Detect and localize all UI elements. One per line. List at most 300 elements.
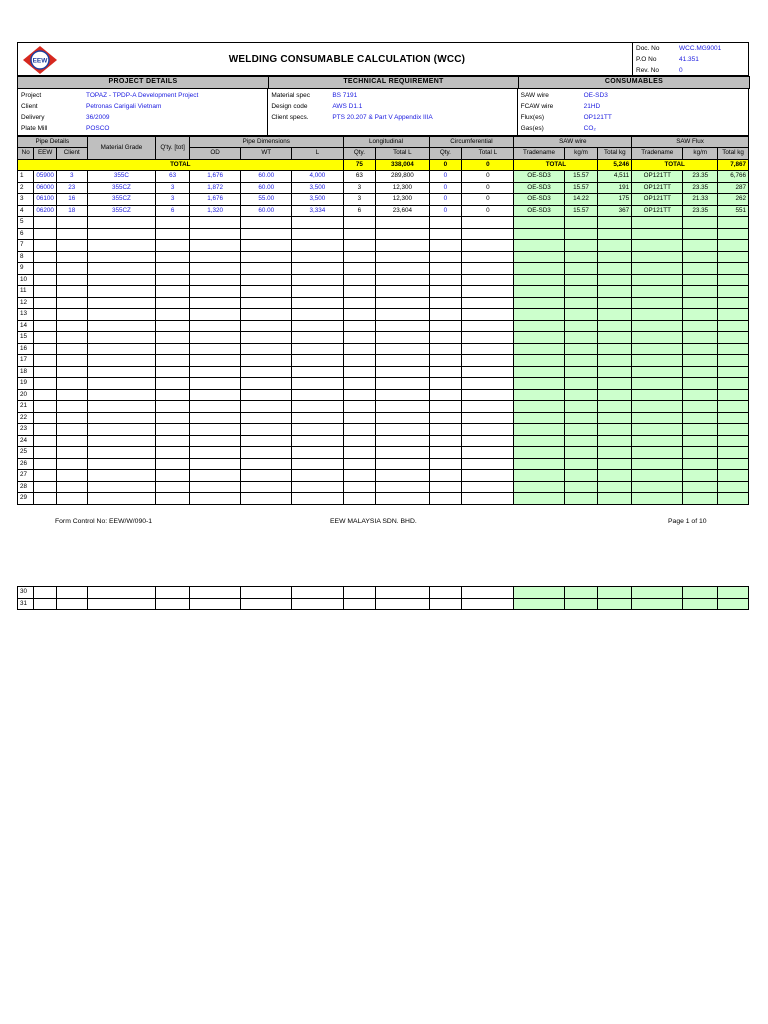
wall-thickness[interactable]: 60.00 (241, 205, 292, 217)
empty-cell[interactable] (189, 297, 240, 309)
empty-cell[interactable] (376, 274, 429, 286)
empty-cell[interactable] (462, 320, 514, 332)
empty-cell[interactable] (462, 458, 514, 470)
empty-cell[interactable] (292, 320, 343, 332)
empty-cell[interactable] (241, 274, 292, 286)
empty-cell[interactable] (156, 493, 190, 505)
empty-cell[interactable] (718, 343, 749, 355)
empty-cell[interactable] (718, 378, 749, 390)
empty-cell[interactable] (156, 251, 190, 263)
empty-cell[interactable] (632, 435, 683, 447)
empty-cell[interactable] (241, 389, 292, 401)
empty-cell[interactable] (683, 401, 718, 413)
empty-cell[interactable] (598, 598, 632, 610)
empty-cell[interactable] (343, 481, 376, 493)
empty-cell[interactable] (34, 332, 57, 344)
empty-cell[interactable] (87, 378, 156, 390)
empty-cell[interactable] (189, 587, 240, 599)
empty-cell[interactable] (56, 251, 87, 263)
empty-cell[interactable] (241, 240, 292, 252)
client-no[interactable]: 23 (56, 182, 87, 194)
empty-cell[interactable] (56, 263, 87, 275)
empty-cell[interactable] (718, 587, 749, 599)
empty-cell[interactable] (241, 320, 292, 332)
empty-cell[interactable] (598, 320, 632, 332)
empty-cell[interactable] (343, 355, 376, 367)
empty-cell[interactable] (632, 251, 683, 263)
empty-cell[interactable] (34, 343, 57, 355)
empty-cell[interactable] (564, 424, 598, 436)
empty-cell[interactable] (56, 447, 87, 459)
outer-diameter[interactable]: 1,320 (189, 205, 240, 217)
empty-cell[interactable] (514, 598, 564, 610)
empty-cell[interactable] (564, 493, 598, 505)
empty-cell[interactable] (598, 228, 632, 240)
empty-cell[interactable] (632, 217, 683, 229)
empty-cell[interactable] (292, 274, 343, 286)
empty-cell[interactable] (34, 587, 57, 599)
empty-cell[interactable] (514, 297, 564, 309)
empty-cell[interactable] (87, 343, 156, 355)
empty-cell[interactable] (156, 240, 190, 252)
empty-cell[interactable] (429, 412, 462, 424)
empty-cell[interactable] (241, 493, 292, 505)
empty-cell[interactable] (462, 343, 514, 355)
empty-cell[interactable] (56, 228, 87, 240)
empty-cell[interactable] (156, 401, 190, 413)
empty-cell[interactable] (564, 228, 598, 240)
eew-no[interactable]: 06000 (34, 182, 57, 194)
empty-cell[interactable] (718, 389, 749, 401)
empty-cell[interactable] (514, 217, 564, 229)
empty-cell[interactable] (462, 332, 514, 344)
empty-cell[interactable] (598, 401, 632, 413)
empty-cell[interactable] (87, 447, 156, 459)
empty-cell[interactable] (156, 320, 190, 332)
empty-cell[interactable] (564, 263, 598, 275)
empty-cell[interactable] (189, 470, 240, 482)
empty-cell[interactable] (514, 493, 564, 505)
empty-cell[interactable] (564, 297, 598, 309)
empty-cell[interactable] (429, 251, 462, 263)
empty-cell[interactable] (683, 458, 718, 470)
empty-cell[interactable] (683, 470, 718, 482)
circ-qty[interactable]: 0 (429, 205, 462, 217)
empty-cell[interactable] (632, 378, 683, 390)
empty-cell[interactable] (189, 240, 240, 252)
circ-qty[interactable]: 0 (429, 171, 462, 183)
empty-cell[interactable] (718, 251, 749, 263)
empty-cell[interactable] (429, 297, 462, 309)
empty-cell[interactable] (87, 470, 156, 482)
empty-cell[interactable] (632, 424, 683, 436)
empty-cell[interactable] (564, 378, 598, 390)
empty-cell[interactable] (292, 401, 343, 413)
empty-cell[interactable] (34, 435, 57, 447)
empty-cell[interactable] (241, 332, 292, 344)
empty-cell[interactable] (156, 389, 190, 401)
empty-cell[interactable] (87, 286, 156, 298)
empty-cell[interactable] (429, 228, 462, 240)
empty-cell[interactable] (189, 435, 240, 447)
empty-cell[interactable] (462, 493, 514, 505)
empty-cell[interactable] (241, 263, 292, 275)
empty-cell[interactable] (189, 332, 240, 344)
empty-cell[interactable] (683, 217, 718, 229)
outer-diameter[interactable]: 1,872 (189, 182, 240, 194)
empty-cell[interactable] (87, 401, 156, 413)
empty-cell[interactable] (632, 355, 683, 367)
empty-cell[interactable] (632, 447, 683, 459)
empty-cell[interactable] (292, 481, 343, 493)
empty-cell[interactable] (429, 389, 462, 401)
empty-cell[interactable] (514, 343, 564, 355)
empty-cell[interactable] (564, 435, 598, 447)
empty-cell[interactable] (514, 378, 564, 390)
eew-no[interactable]: 06200 (34, 205, 57, 217)
empty-cell[interactable] (429, 587, 462, 599)
empty-cell[interactable] (718, 240, 749, 252)
empty-cell[interactable] (718, 297, 749, 309)
empty-cell[interactable] (718, 481, 749, 493)
empty-cell[interactable] (429, 493, 462, 505)
empty-cell[interactable] (514, 435, 564, 447)
empty-cell[interactable] (87, 389, 156, 401)
empty-cell[interactable] (683, 286, 718, 298)
empty-cell[interactable] (56, 240, 87, 252)
empty-cell[interactable] (429, 320, 462, 332)
empty-cell[interactable] (241, 228, 292, 240)
empty-cell[interactable] (343, 458, 376, 470)
empty-cell[interactable] (598, 263, 632, 275)
empty-cell[interactable] (564, 251, 598, 263)
empty-cell[interactable] (683, 366, 718, 378)
empty-cell[interactable] (343, 228, 376, 240)
empty-cell[interactable] (718, 435, 749, 447)
empty-cell[interactable] (564, 343, 598, 355)
empty-cell[interactable] (87, 320, 156, 332)
empty-cell[interactable] (56, 217, 87, 229)
empty-cell[interactable] (156, 587, 190, 599)
empty-cell[interactable] (429, 240, 462, 252)
empty-cell[interactable] (683, 481, 718, 493)
empty-cell[interactable] (718, 263, 749, 275)
empty-cell[interactable] (292, 228, 343, 240)
empty-cell[interactable] (156, 355, 190, 367)
circ-qty[interactable]: 0 (429, 194, 462, 206)
eew-no[interactable]: 06100 (34, 194, 57, 206)
empty-cell[interactable] (632, 263, 683, 275)
empty-cell[interactable] (514, 309, 564, 321)
empty-cell[interactable] (241, 435, 292, 447)
empty-cell[interactable] (34, 470, 57, 482)
empty-cell[interactable] (156, 598, 190, 610)
empty-cell[interactable] (462, 240, 514, 252)
empty-cell[interactable] (87, 297, 156, 309)
empty-cell[interactable] (598, 447, 632, 459)
empty-cell[interactable] (343, 320, 376, 332)
empty-cell[interactable] (34, 389, 57, 401)
empty-cell[interactable] (376, 366, 429, 378)
empty-cell[interactable] (156, 447, 190, 459)
empty-cell[interactable] (564, 309, 598, 321)
empty-cell[interactable] (189, 355, 240, 367)
empty-cell[interactable] (292, 309, 343, 321)
empty-cell[interactable] (189, 263, 240, 275)
empty-cell[interactable] (564, 587, 598, 599)
empty-cell[interactable] (564, 458, 598, 470)
empty-cell[interactable] (34, 458, 57, 470)
empty-cell[interactable] (241, 424, 292, 436)
empty-cell[interactable] (292, 378, 343, 390)
empty-cell[interactable] (514, 228, 564, 240)
empty-cell[interactable] (598, 332, 632, 344)
empty-cell[interactable] (429, 309, 462, 321)
empty-cell[interactable] (292, 587, 343, 599)
empty-cell[interactable] (376, 297, 429, 309)
empty-cell[interactable] (56, 297, 87, 309)
empty-cell[interactable] (632, 458, 683, 470)
empty-cell[interactable] (683, 355, 718, 367)
empty-cell[interactable] (343, 240, 376, 252)
empty-cell[interactable] (241, 309, 292, 321)
empty-cell[interactable] (376, 493, 429, 505)
empty-cell[interactable] (292, 251, 343, 263)
empty-cell[interactable] (462, 481, 514, 493)
empty-cell[interactable] (632, 297, 683, 309)
empty-cell[interactable] (718, 309, 749, 321)
material-grade[interactable]: 355CZ (87, 205, 156, 217)
empty-cell[interactable] (189, 366, 240, 378)
empty-cell[interactable] (34, 493, 57, 505)
empty-cell[interactable] (56, 332, 87, 344)
empty-cell[interactable] (718, 320, 749, 332)
empty-cell[interactable] (56, 458, 87, 470)
empty-cell[interactable] (343, 412, 376, 424)
empty-cell[interactable] (34, 401, 57, 413)
empty-cell[interactable] (462, 366, 514, 378)
empty-cell[interactable] (376, 424, 429, 436)
empty-cell[interactable] (241, 251, 292, 263)
empty-cell[interactable] (564, 412, 598, 424)
empty-cell[interactable] (189, 228, 240, 240)
empty-cell[interactable] (56, 587, 87, 599)
empty-cell[interactable] (343, 389, 376, 401)
empty-cell[interactable] (376, 228, 429, 240)
empty-cell[interactable] (462, 297, 514, 309)
empty-cell[interactable] (718, 458, 749, 470)
empty-cell[interactable] (462, 447, 514, 459)
empty-cell[interactable] (343, 598, 376, 610)
client-no[interactable]: 16 (56, 194, 87, 206)
empty-cell[interactable] (598, 493, 632, 505)
empty-cell[interactable] (718, 228, 749, 240)
empty-cell[interactable] (598, 378, 632, 390)
empty-cell[interactable] (429, 286, 462, 298)
empty-cell[interactable] (598, 587, 632, 599)
empty-cell[interactable] (189, 320, 240, 332)
empty-cell[interactable] (683, 598, 718, 610)
empty-cell[interactable] (343, 587, 376, 599)
empty-cell[interactable] (156, 378, 190, 390)
empty-cell[interactable] (632, 412, 683, 424)
empty-cell[interactable] (56, 598, 87, 610)
empty-cell[interactable] (376, 401, 429, 413)
empty-cell[interactable] (514, 458, 564, 470)
empty-cell[interactable] (343, 343, 376, 355)
empty-cell[interactable] (156, 424, 190, 436)
quantity[interactable]: 63 (156, 171, 190, 183)
empty-cell[interactable] (376, 240, 429, 252)
empty-cell[interactable] (56, 309, 87, 321)
empty-cell[interactable] (56, 470, 87, 482)
empty-cell[interactable] (343, 435, 376, 447)
empty-cell[interactable] (56, 424, 87, 436)
empty-cell[interactable] (87, 435, 156, 447)
empty-cell[interactable] (34, 297, 57, 309)
empty-cell[interactable] (598, 343, 632, 355)
empty-cell[interactable] (343, 378, 376, 390)
empty-cell[interactable] (683, 389, 718, 401)
empty-cell[interactable] (343, 366, 376, 378)
empty-cell[interactable] (292, 217, 343, 229)
empty-cell[interactable] (156, 332, 190, 344)
empty-cell[interactable] (189, 447, 240, 459)
empty-cell[interactable] (598, 389, 632, 401)
empty-cell[interactable] (429, 598, 462, 610)
empty-cell[interactable] (632, 228, 683, 240)
empty-cell[interactable] (87, 412, 156, 424)
empty-cell[interactable] (514, 447, 564, 459)
empty-cell[interactable] (34, 424, 57, 436)
empty-cell[interactable] (462, 435, 514, 447)
empty-cell[interactable] (564, 598, 598, 610)
client-no[interactable]: 18 (56, 205, 87, 217)
empty-cell[interactable] (598, 458, 632, 470)
empty-cell[interactable] (598, 297, 632, 309)
empty-cell[interactable] (632, 366, 683, 378)
empty-cell[interactable] (632, 309, 683, 321)
empty-cell[interactable] (241, 481, 292, 493)
empty-cell[interactable] (241, 286, 292, 298)
empty-cell[interactable] (156, 366, 190, 378)
empty-cell[interactable] (292, 355, 343, 367)
empty-cell[interactable] (292, 458, 343, 470)
empty-cell[interactable] (156, 412, 190, 424)
empty-cell[interactable] (376, 470, 429, 482)
empty-cell[interactable] (343, 286, 376, 298)
empty-cell[interactable] (598, 240, 632, 252)
empty-cell[interactable] (343, 263, 376, 275)
empty-cell[interactable] (376, 587, 429, 599)
empty-cell[interactable] (34, 355, 57, 367)
empty-cell[interactable] (683, 263, 718, 275)
empty-cell[interactable] (632, 481, 683, 493)
empty-cell[interactable] (598, 470, 632, 482)
empty-cell[interactable] (87, 366, 156, 378)
empty-cell[interactable] (343, 493, 376, 505)
empty-cell[interactable] (683, 447, 718, 459)
circ-qty[interactable]: 0 (429, 182, 462, 194)
material-grade[interactable]: 355C (87, 171, 156, 183)
empty-cell[interactable] (683, 251, 718, 263)
empty-cell[interactable] (376, 389, 429, 401)
empty-cell[interactable] (292, 263, 343, 275)
empty-cell[interactable] (343, 401, 376, 413)
empty-cell[interactable] (34, 378, 57, 390)
empty-cell[interactable] (292, 389, 343, 401)
empty-cell[interactable] (462, 217, 514, 229)
empty-cell[interactable] (683, 424, 718, 436)
empty-cell[interactable] (598, 217, 632, 229)
empty-cell[interactable] (376, 481, 429, 493)
empty-cell[interactable] (429, 343, 462, 355)
empty-cell[interactable] (429, 355, 462, 367)
empty-cell[interactable] (56, 378, 87, 390)
eew-no[interactable]: 05900 (34, 171, 57, 183)
empty-cell[interactable] (241, 598, 292, 610)
empty-cell[interactable] (87, 493, 156, 505)
empty-cell[interactable] (462, 401, 514, 413)
empty-cell[interactable] (189, 481, 240, 493)
length[interactable]: 3,500 (292, 182, 343, 194)
empty-cell[interactable] (34, 598, 57, 610)
empty-cell[interactable] (189, 251, 240, 263)
empty-cell[interactable] (376, 217, 429, 229)
empty-cell[interactable] (632, 320, 683, 332)
empty-cell[interactable] (343, 447, 376, 459)
empty-cell[interactable] (564, 240, 598, 252)
empty-cell[interactable] (564, 332, 598, 344)
empty-cell[interactable] (87, 263, 156, 275)
empty-cell[interactable] (241, 470, 292, 482)
empty-cell[interactable] (56, 401, 87, 413)
empty-cell[interactable] (462, 228, 514, 240)
material-grade[interactable]: 355CZ (87, 194, 156, 206)
empty-cell[interactable] (292, 470, 343, 482)
empty-cell[interactable] (598, 251, 632, 263)
empty-cell[interactable] (292, 412, 343, 424)
empty-cell[interactable] (462, 470, 514, 482)
empty-cell[interactable] (683, 412, 718, 424)
empty-cell[interactable] (87, 598, 156, 610)
empty-cell[interactable] (56, 435, 87, 447)
empty-cell[interactable] (87, 240, 156, 252)
empty-cell[interactable] (56, 366, 87, 378)
outer-diameter[interactable]: 1,676 (189, 171, 240, 183)
empty-cell[interactable] (189, 217, 240, 229)
empty-cell[interactable] (376, 355, 429, 367)
empty-cell[interactable] (156, 458, 190, 470)
empty-cell[interactable] (189, 493, 240, 505)
empty-cell[interactable] (241, 447, 292, 459)
empty-cell[interactable] (292, 240, 343, 252)
empty-cell[interactable] (462, 251, 514, 263)
empty-cell[interactable] (343, 332, 376, 344)
empty-cell[interactable] (34, 217, 57, 229)
empty-cell[interactable] (514, 286, 564, 298)
empty-cell[interactable] (564, 286, 598, 298)
empty-cell[interactable] (462, 587, 514, 599)
empty-cell[interactable] (683, 320, 718, 332)
empty-cell[interactable] (564, 217, 598, 229)
empty-cell[interactable] (376, 343, 429, 355)
empty-cell[interactable] (156, 228, 190, 240)
empty-cell[interactable] (429, 435, 462, 447)
empty-cell[interactable] (87, 481, 156, 493)
empty-cell[interactable] (156, 274, 190, 286)
empty-cell[interactable] (683, 378, 718, 390)
